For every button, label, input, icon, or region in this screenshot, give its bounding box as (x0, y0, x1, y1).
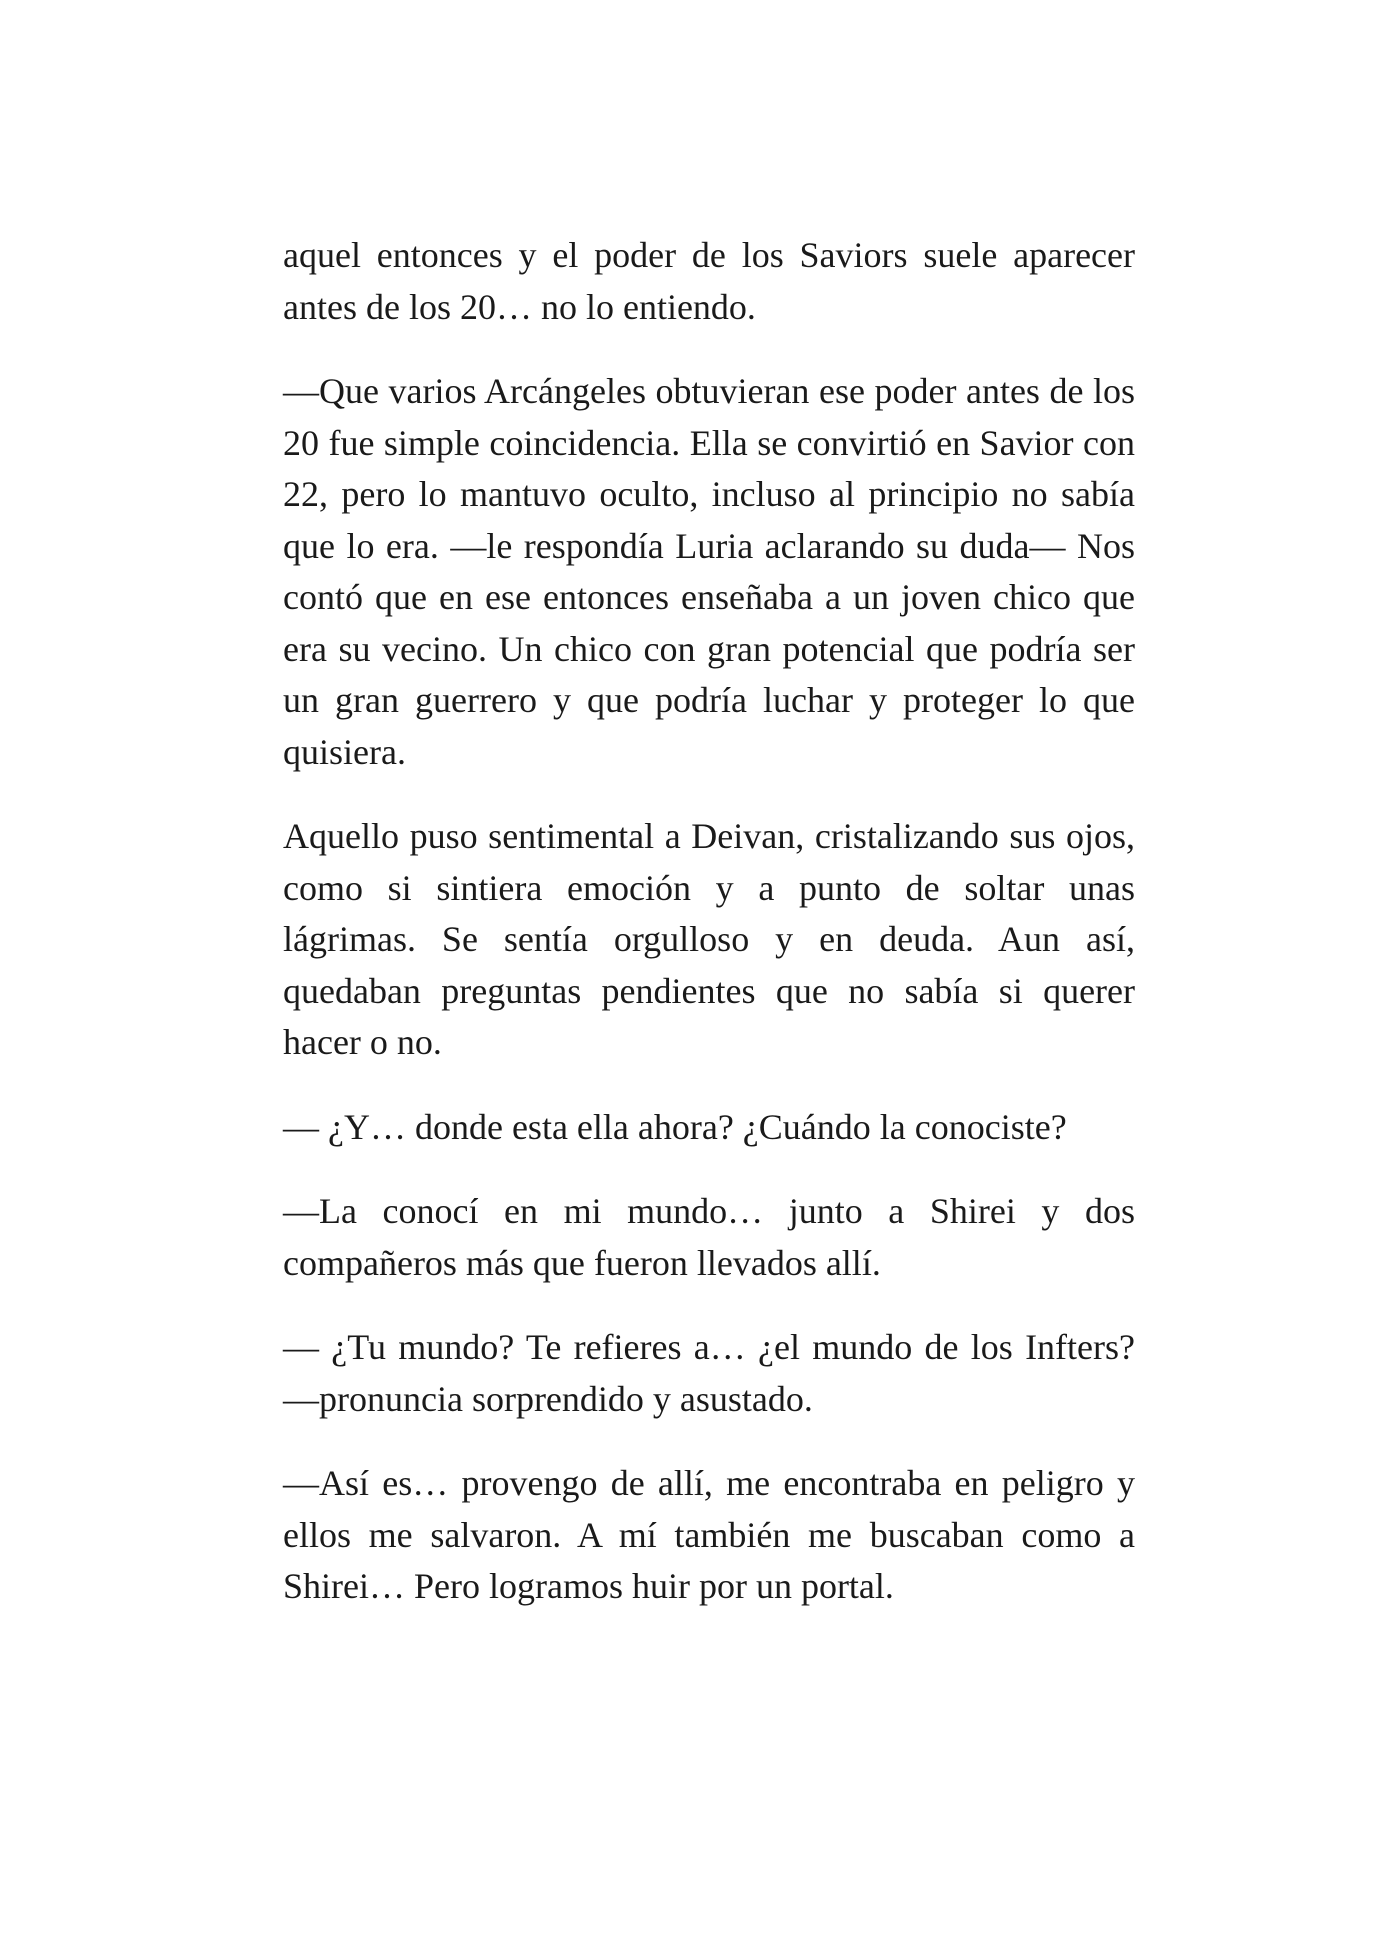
paragraph: — ¿Y… donde esta ella ahora? ¿Cuándo la conociste? (283, 1106, 1067, 1147)
paragraph: —La conocí en mi mundo… junto a Shirei y dos compañeros más que fueron llevados allí. (283, 1191, 1135, 1283)
paragraph: aquel entonces y el poder de los Saviors suele aparecer antes de los 20… no lo entiendo. (283, 235, 1135, 327)
paragraph: —Así es… provengo de allí, me encontraba en peligro y ellos me salvaron. A mí también me buscaban como a Shirei… Pero logramos huir por un portal. (283, 1463, 1135, 1606)
page-body-text (283, 230, 1135, 1646)
paragraph: —Que varios Arcángeles obtuvieran ese poder antes de los 20 fue simple coincidencia. Ella se convirtió en Savior con 22, pero lo mantuvo oculto, incluso al principio no sabía que lo era. —le respondía Luria aclarando su duda— Nos contó que en ese entonces enseñaba a un joven chico que era su vecino. Un chico con gran potencial que podría ser un gran guerrero y que podría luchar y proteger lo que quisiera. (283, 371, 1135, 772)
paragraph: — ¿Tu mundo? Te refieres a… ¿el mundo de los Infters?—pronuncia sorprendido y asustado. (283, 1327, 1135, 1419)
paragraph: Aquello puso sentimental a Deivan, cristalizando sus ojos, como si sintiera emoción y a punto de soltar unas lágrimas. Se sentía orgulloso y en deuda. Aun así, quedaban preguntas pendientes que no sabía si querer hacer o no. (283, 816, 1135, 1062)
